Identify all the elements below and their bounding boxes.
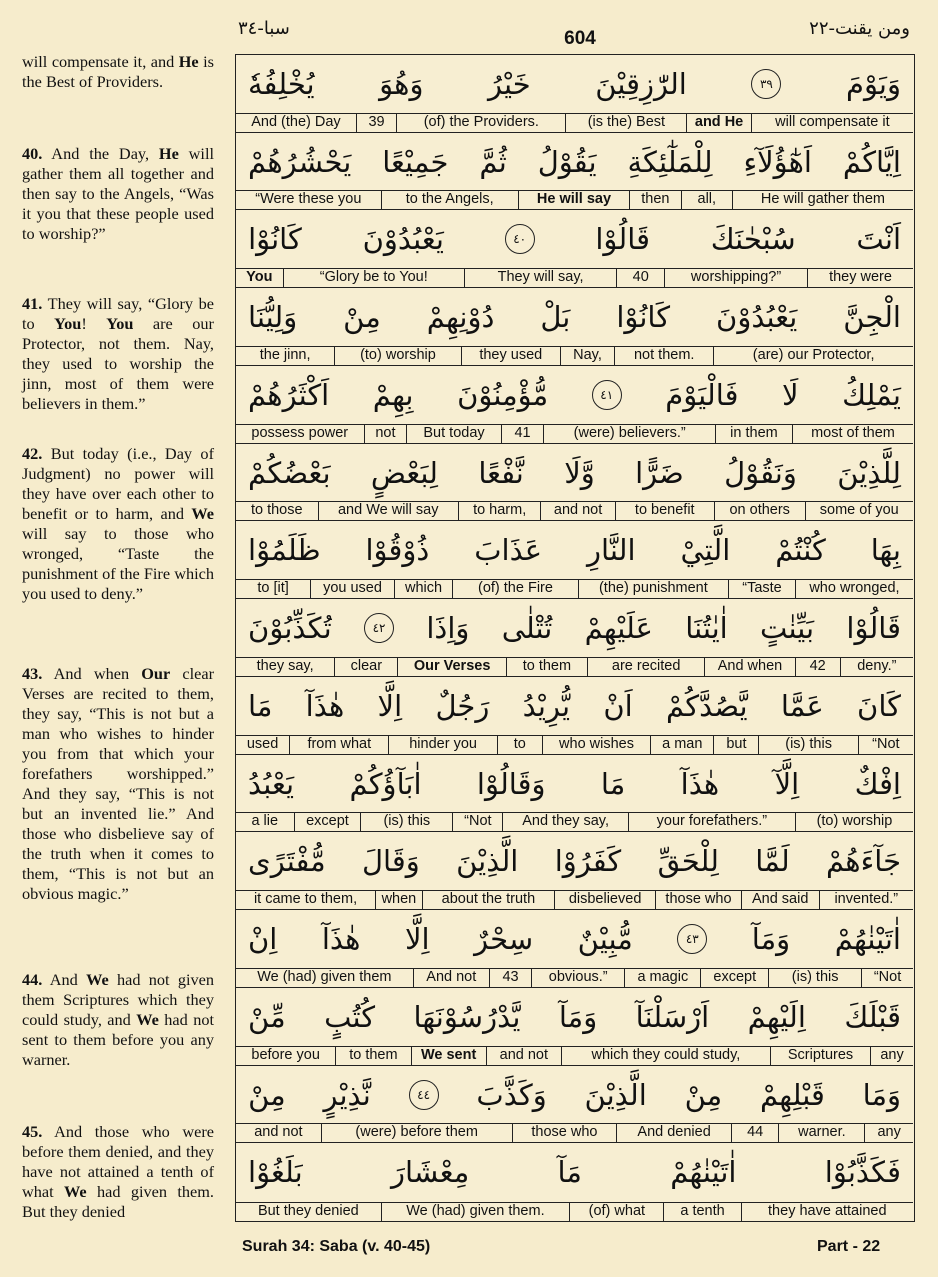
arabic-word: وَيَوْمَ bbox=[845, 67, 901, 101]
arabic-word: سُبْحٰنَكَ bbox=[710, 222, 796, 257]
gloss-cell: (were) before them bbox=[322, 1124, 513, 1142]
arabic-word: مِنْ bbox=[343, 300, 381, 335]
gloss-cell: 40 bbox=[617, 269, 665, 287]
gloss-line bbox=[236, 735, 913, 754]
arabic-word: ظَلَمُوْا bbox=[248, 533, 321, 568]
gloss-cell: to them bbox=[507, 658, 588, 676]
arabic-word: اَنْتَ bbox=[856, 222, 901, 257]
gloss-line bbox=[236, 890, 913, 909]
verse-end-marker: ٤٠ bbox=[505, 224, 535, 254]
arabic-word: يَّصُدَّكُمْ bbox=[665, 688, 748, 723]
arabic-line bbox=[236, 521, 913, 579]
gloss-cell: “Were these you bbox=[236, 191, 382, 209]
arabic-word: بَعْضُكُمْ bbox=[248, 455, 331, 490]
footer-surah: Surah 34: Saba (v. 40-45) bbox=[242, 1238, 431, 1255]
gloss-cell: He will gather them bbox=[760, 191, 886, 208]
gloss-cell: We (had) given them bbox=[236, 969, 414, 987]
arabic-word: يَّدْرُسُوْنَهَا bbox=[413, 999, 521, 1034]
verse-number: 43. bbox=[22, 664, 43, 683]
verse-end-marker: ٤٣ bbox=[677, 924, 707, 954]
gloss-cell: He will say bbox=[519, 191, 630, 209]
gloss-cell: your forefathers.” bbox=[629, 813, 796, 831]
grid-row bbox=[236, 755, 913, 833]
translation-text: And those who were before them denied, and they have not attained a tenth of what We had given them. But they denied bbox=[22, 1122, 215, 1221]
verse-number: 42. bbox=[22, 444, 43, 463]
arabic-word: اِلَيْهِمْ bbox=[747, 999, 806, 1034]
gloss-cell: will compensate it bbox=[775, 113, 890, 130]
arabic-line bbox=[236, 444, 913, 502]
gloss-cell: a magic bbox=[625, 969, 701, 987]
gloss-cell: We (had) given them. bbox=[382, 1203, 571, 1221]
footer-part: Part - 22 bbox=[817, 1238, 881, 1255]
arabic-word: فَكَذَّبُوْا bbox=[824, 1155, 901, 1190]
gloss-cell: 44 bbox=[732, 1124, 780, 1142]
gloss-cell: possess power bbox=[236, 425, 365, 443]
gloss-cell: (is the) Best bbox=[566, 114, 687, 132]
arabic-word: اِيَّاكُمْ bbox=[842, 144, 901, 179]
arabic-line bbox=[236, 677, 913, 735]
gloss-line bbox=[236, 1046, 913, 1065]
arabic-word: وَلِيُّنَا bbox=[248, 300, 298, 335]
arabic-word: وَاِذَا bbox=[426, 611, 470, 646]
arabic-word: الرّٰزِقِيْنَ bbox=[595, 67, 687, 101]
arabic-word: وَّلَا bbox=[564, 455, 595, 490]
arabic-word: يَعْبُدُوْنَ bbox=[362, 222, 444, 257]
arabic-word: كُنْتُمْ bbox=[775, 533, 826, 568]
arabic-word: كَانُوْا bbox=[248, 222, 302, 257]
arabic-word: بَلْ bbox=[540, 300, 571, 335]
gloss-cell: “Glory be to You! bbox=[284, 269, 465, 287]
arabic-word: مِنْ bbox=[248, 1077, 286, 1112]
gloss-cell: Scriptures bbox=[771, 1047, 871, 1065]
arabic-line bbox=[236, 599, 913, 657]
arabic-word: عَمَّا bbox=[780, 688, 824, 723]
arabic-word: اٰتَيْنٰهُمْ bbox=[670, 1155, 737, 1190]
arabic-word: كُتُبٍ bbox=[324, 999, 376, 1034]
gloss-cell: (the) punishment bbox=[579, 580, 729, 598]
arabic-word: نَّذِيْرٍ bbox=[323, 1077, 371, 1112]
gloss-cell: (of) what bbox=[570, 1203, 664, 1221]
grid-row bbox=[236, 677, 913, 755]
grid-row bbox=[236, 288, 913, 366]
grid-row bbox=[236, 599, 913, 677]
arabic-word: اِفْكٌ bbox=[854, 766, 901, 801]
arabic-word: لِلَّذِيْنَ bbox=[837, 455, 901, 490]
gloss-cell: And (the) Day bbox=[236, 114, 357, 132]
arabic-word: مُّبِيْنٌ bbox=[577, 922, 633, 957]
arabic-word: عَذَابَ bbox=[474, 533, 543, 568]
gloss-cell: it came to them, bbox=[236, 891, 376, 909]
gloss-line bbox=[236, 579, 913, 598]
gloss-cell: (of) the Fire bbox=[453, 580, 578, 598]
gloss-cell: And not bbox=[414, 969, 490, 987]
gloss-line bbox=[236, 113, 913, 132]
gloss-cell: on others bbox=[715, 502, 806, 520]
gloss-cell: about the truth bbox=[423, 891, 555, 909]
gloss-cell: before you bbox=[236, 1047, 336, 1065]
gloss-cell: they used bbox=[462, 347, 561, 365]
arabic-word: اَهٰٓؤُلَآءِ bbox=[743, 144, 812, 179]
gloss-cell: are recited bbox=[588, 658, 705, 676]
gloss-cell: some of you bbox=[819, 502, 899, 519]
gloss-cell: Nay, bbox=[561, 347, 615, 365]
gloss-cell: those who bbox=[656, 891, 742, 909]
gloss-cell: disbelieved bbox=[555, 891, 656, 909]
header-surah-arabic: سبا-٣٤ bbox=[238, 18, 290, 39]
gloss-cell: used bbox=[236, 736, 290, 754]
arabic-word: بَيِّنٰتٍ bbox=[760, 611, 815, 646]
gloss-cell: they say, bbox=[236, 658, 335, 676]
gloss-cell: (were) believers.” bbox=[544, 425, 715, 443]
gloss-cell: We sent bbox=[412, 1047, 487, 1065]
arabic-word: قَالُوْا bbox=[595, 222, 650, 257]
arabic-word: يَقُوْلُ bbox=[537, 144, 597, 179]
arabic-word: كَانَ bbox=[857, 688, 901, 723]
gloss-cell: obvious.” bbox=[532, 969, 625, 987]
arabic-word: لِلْمَلٰٓئِكَةِ bbox=[627, 144, 713, 179]
gloss-cell: to harm, bbox=[459, 502, 542, 520]
gloss-cell: and We will say bbox=[319, 502, 459, 520]
grid-row bbox=[236, 444, 913, 522]
gloss-cell: to the Angels, bbox=[382, 191, 519, 209]
arabic-word: لِلْحَقِّ bbox=[657, 844, 719, 879]
arabic-word: كَانُوْا bbox=[616, 300, 671, 335]
gloss-cell: a tenth bbox=[664, 1203, 741, 1221]
gloss-line bbox=[236, 501, 913, 520]
grid-row bbox=[236, 366, 913, 444]
arabic-word: وَنَقُوْلُ bbox=[724, 455, 797, 490]
arabic-word: وَهُوَ bbox=[379, 67, 424, 101]
arabic-line bbox=[236, 55, 913, 113]
gloss-cell: who wronged, bbox=[809, 580, 900, 597]
arabic-word: جَآءَهُمْ bbox=[826, 844, 901, 879]
arabic-word: اٰبَآؤُكُمْ bbox=[349, 766, 422, 801]
word-by-word-grid bbox=[235, 54, 915, 1222]
grid-row bbox=[236, 210, 913, 288]
gloss-cell: But today bbox=[407, 425, 501, 443]
gloss-cell: any bbox=[877, 1124, 901, 1141]
arabic-word: جَمِيْعًا bbox=[382, 144, 449, 179]
gloss-line bbox=[236, 268, 913, 287]
gloss-line bbox=[236, 657, 913, 676]
gloss-cell: (is) this bbox=[759, 736, 858, 754]
gloss-cell: except bbox=[295, 813, 362, 831]
arabic-word: وَمَآ bbox=[558, 999, 598, 1034]
gloss-cell: You bbox=[236, 269, 284, 287]
gloss-cell: deny.” bbox=[857, 657, 897, 674]
gloss-cell: (of) the Providers. bbox=[397, 114, 566, 132]
gloss-cell: (to) worship bbox=[335, 347, 461, 365]
arabic-word: يُخْلِفُهٗ bbox=[248, 67, 315, 101]
gloss-cell: not bbox=[365, 425, 408, 443]
arabic-word: قَبْلَكَ bbox=[844, 999, 901, 1034]
arabic-word: سِحْرٌ bbox=[474, 922, 534, 957]
grid-row bbox=[236, 1066, 913, 1144]
arabic-word: اَنْ bbox=[603, 688, 633, 723]
gloss-cell: but bbox=[714, 736, 759, 754]
gloss-cell: 41 bbox=[502, 425, 545, 443]
arabic-word: مُّؤْمِنُوْنَ bbox=[457, 377, 549, 412]
arabic-word: ثُمَّ bbox=[479, 144, 507, 179]
arabic-word: بِهِمْ bbox=[372, 377, 414, 412]
arabic-word: اِنْ bbox=[248, 922, 278, 957]
arabic-word: مِّنْ bbox=[248, 999, 286, 1034]
gloss-cell: “Not bbox=[872, 735, 900, 752]
arabic-word: مِنْ bbox=[684, 1077, 723, 1112]
arabic-word: وَمَا bbox=[862, 1077, 901, 1112]
arabic-word: بِهَا bbox=[870, 533, 901, 568]
translation-text: And We had not given them Scriptures which they could study, and We had not sent to them before you any warner. bbox=[22, 970, 214, 1069]
gloss-line bbox=[236, 1123, 913, 1142]
gloss-cell: you used bbox=[311, 580, 395, 598]
verse-number: 41. bbox=[22, 294, 43, 313]
arabic-word: مِعْشَارَ bbox=[391, 1155, 470, 1190]
arabic-word: اٰتَيْنٰهُمْ bbox=[834, 922, 901, 957]
arabic-word: يَعْبُدُوْنَ bbox=[716, 300, 798, 335]
arabic-word: الَّذِيْنَ bbox=[456, 844, 519, 879]
arabic-word: لَا bbox=[782, 377, 799, 412]
arabic-line bbox=[236, 366, 913, 424]
arabic-word: مَا bbox=[248, 688, 273, 723]
gloss-cell: all, bbox=[682, 191, 733, 209]
verse-end-marker: ٣٩ bbox=[751, 69, 781, 99]
arabic-word: ضَرًّا bbox=[635, 455, 684, 490]
gloss-cell: and not bbox=[236, 1124, 322, 1142]
arabic-word: رَجُلٌ bbox=[435, 688, 490, 723]
gloss-line bbox=[236, 968, 913, 987]
arabic-word: بَلَغُوْا bbox=[248, 1155, 303, 1190]
gloss-cell: And said bbox=[742, 891, 820, 909]
gloss-cell: when bbox=[376, 891, 423, 909]
gloss-cell: in them bbox=[716, 425, 793, 443]
gloss-line bbox=[236, 1202, 913, 1221]
gloss-cell: not them. bbox=[615, 347, 714, 365]
arabic-word: خَيْرُ bbox=[488, 67, 531, 101]
verse-number: 40. bbox=[22, 144, 43, 163]
gloss-cell: then bbox=[630, 191, 681, 209]
gloss-cell: “Not bbox=[873, 968, 902, 985]
arabic-word: الَّتِيْ bbox=[680, 533, 731, 568]
gloss-cell: those who bbox=[513, 1124, 618, 1142]
gloss-cell: worshipping?” bbox=[665, 269, 808, 287]
gloss-cell: to bbox=[498, 736, 543, 754]
gloss-cell: hinder you bbox=[389, 736, 497, 754]
arabic-word: لِبَعْضٍ bbox=[370, 455, 438, 490]
gloss-cell: warner. bbox=[779, 1124, 865, 1142]
gloss-line bbox=[236, 812, 913, 831]
arabic-word: هٰذَآ bbox=[321, 922, 361, 957]
gloss-cell: 39 bbox=[357, 114, 397, 132]
arabic-word: نَّفْعًا bbox=[478, 455, 524, 490]
translation-text: And the Day, He will gather them all together and then say to the Angels, “Was it you that these people used to worship?” bbox=[22, 144, 214, 243]
gloss-cell: “Not bbox=[453, 813, 503, 831]
gloss-cell: any bbox=[880, 1046, 904, 1063]
gloss-cell: 43 bbox=[490, 969, 532, 987]
arabic-word: يَمْلِكُ bbox=[842, 377, 901, 412]
arabic-word: كَفَرُوْا bbox=[554, 844, 622, 879]
translation-paragraph bbox=[22, 664, 214, 904]
gloss-cell: who wishes bbox=[543, 736, 651, 754]
gloss-cell: which bbox=[395, 580, 454, 598]
gloss-cell: But they denied bbox=[236, 1203, 382, 1221]
arabic-line bbox=[236, 988, 913, 1046]
arabic-line bbox=[236, 1143, 913, 1201]
gloss-cell: And denied bbox=[617, 1124, 731, 1142]
page-number: 604 bbox=[564, 28, 596, 49]
gloss-cell: from what bbox=[290, 736, 389, 754]
translation-paragraph bbox=[22, 444, 214, 604]
gloss-cell: And they say, bbox=[503, 813, 628, 831]
arabic-line bbox=[236, 832, 913, 890]
gloss-cell: (is) this bbox=[361, 813, 453, 831]
translation-text: But today (i.e., Day of Judgment) no power will they have over each other to benefit or to harm, and We will say to those who wronged, “Taste the punishment of the Fire which you used to deny.” bbox=[22, 444, 214, 603]
arabic-word: عَلَيْهِمْ bbox=[584, 611, 653, 646]
translation-paragraph bbox=[22, 294, 214, 414]
grid-row bbox=[236, 521, 913, 599]
grid-row bbox=[236, 832, 913, 910]
gloss-cell: and not bbox=[487, 1047, 562, 1065]
arabic-word: مَا bbox=[600, 766, 626, 801]
gloss-line bbox=[236, 190, 913, 209]
arabic-line bbox=[236, 755, 913, 813]
arabic-word: ذُوْقُوْا bbox=[365, 533, 430, 568]
gloss-cell: and not bbox=[541, 502, 615, 520]
arabic-line bbox=[236, 288, 913, 346]
gloss-cell: except bbox=[701, 969, 769, 987]
gloss-cell: 42 bbox=[796, 658, 841, 676]
gloss-cell: they have attained bbox=[768, 1202, 887, 1219]
arabic-word: وَمَآ bbox=[751, 922, 791, 957]
grid-row bbox=[236, 988, 913, 1066]
arabic-word: مَآ bbox=[557, 1155, 582, 1190]
arabic-word: لَمَّا bbox=[755, 844, 790, 879]
gloss-line bbox=[236, 424, 913, 443]
gloss-cell: the jinn, bbox=[236, 347, 335, 365]
arabic-word: يَعْبُدُ bbox=[248, 766, 295, 801]
arabic-word: تُتْلٰى bbox=[501, 611, 553, 646]
gloss-cell: which they could study, bbox=[562, 1047, 771, 1065]
grid-row bbox=[236, 910, 913, 988]
gloss-cell: clear bbox=[335, 658, 398, 676]
translation-text: They will say, “Glory be to You! You are our Protector, not them. Nay, they used to worship the jinn, most of them were believers in them.” bbox=[22, 294, 214, 413]
gloss-cell: to those bbox=[236, 502, 319, 520]
arabic-word: وَكَذَّبَ bbox=[476, 1077, 547, 1112]
translation-text: will compensate it, and He is the Best of Providers. bbox=[22, 52, 214, 91]
arabic-word: اَكْثَرُهُمْ bbox=[248, 377, 330, 412]
arabic-word: اِلَّا bbox=[404, 922, 430, 957]
translation-paragraph bbox=[22, 970, 214, 1070]
grid-row bbox=[236, 1143, 913, 1221]
verse-end-marker: ٤٤ bbox=[409, 1080, 439, 1110]
arabic-word: فَالْيَوْمَ bbox=[665, 377, 739, 412]
gloss-cell: most of them bbox=[811, 424, 895, 441]
gloss-cell: (is) this bbox=[769, 969, 862, 987]
arabic-line bbox=[236, 910, 913, 968]
gloss-cell: Our Verses bbox=[398, 658, 506, 676]
translation-text: And when Our clear Verses are recited to them, they say, “This is not but a man who wishes to hinder you from that which your forefathers worshipped.” And they say, “This is not but an invented lie.” And those who disbelieve say of the truth when it comes to them, “This is not but an obvious magic.” bbox=[22, 664, 214, 903]
verse-end-marker: ٤١ bbox=[592, 380, 622, 410]
gloss-cell: And when bbox=[705, 658, 795, 676]
gloss-line bbox=[236, 346, 913, 365]
arabic-word: تُكَذِّبُوْنَ bbox=[248, 611, 332, 646]
gloss-cell: they were bbox=[829, 269, 892, 286]
gloss-cell: invented.” bbox=[834, 891, 899, 908]
gloss-cell: to [it] bbox=[236, 580, 311, 598]
arabic-word: هٰذَآ bbox=[305, 688, 345, 723]
arabic-word: اٰيٰتُنَا bbox=[685, 611, 728, 646]
gloss-cell: “Taste bbox=[729, 580, 796, 598]
arabic-line bbox=[236, 1066, 913, 1124]
arabic-word: قَبْلِهِمْ bbox=[759, 1077, 825, 1112]
translation-paragraph bbox=[22, 52, 214, 92]
arabic-word: مُّفْتَرًى bbox=[248, 844, 326, 879]
arabic-word: يَحْشُرُهُمْ bbox=[248, 144, 352, 179]
gloss-cell: They will say, bbox=[465, 269, 618, 287]
gloss-cell: and He bbox=[687, 114, 751, 132]
arabic-word: يُّرِيْدُ bbox=[522, 688, 571, 723]
grid-row bbox=[236, 55, 913, 133]
gloss-cell: to them bbox=[336, 1047, 411, 1065]
arabic-word: النَّارِ bbox=[587, 533, 636, 568]
arabic-word: دُوْنِهِمْ bbox=[426, 300, 495, 335]
arabic-word: اِلَّا bbox=[377, 688, 403, 723]
translation-paragraph bbox=[22, 1122, 214, 1222]
translation-paragraph bbox=[22, 144, 214, 244]
arabic-word: اِلَّآ bbox=[774, 766, 800, 801]
verse-end-marker: ٤٢ bbox=[364, 613, 394, 643]
gloss-cell: (are) our Protector, bbox=[752, 346, 875, 363]
arabic-line bbox=[236, 210, 913, 268]
arabic-word: وَقَالَ bbox=[361, 844, 420, 879]
arabic-word: الَّذِيْنَ bbox=[584, 1077, 647, 1112]
gloss-cell: a man bbox=[651, 736, 714, 754]
gloss-cell: (to) worship bbox=[816, 813, 893, 830]
arabic-word: قَالُوْا bbox=[846, 611, 901, 646]
arabic-word: الْجِنَّ bbox=[843, 300, 901, 335]
arabic-line bbox=[236, 133, 913, 191]
gloss-cell: to benefit bbox=[616, 502, 715, 520]
arabic-word: وَقَالُوْا bbox=[476, 766, 546, 801]
arabic-word: اَرْسَلْنَآ bbox=[635, 999, 710, 1034]
grid-row bbox=[236, 133, 913, 211]
header-juz-arabic: ومن يقنت-٢٢ bbox=[809, 18, 910, 39]
arabic-word: هٰذَآ bbox=[680, 766, 720, 801]
verse-number: 44. bbox=[22, 970, 43, 989]
gloss-cell: a lie bbox=[236, 813, 295, 831]
verse-number: 45. bbox=[22, 1122, 43, 1141]
